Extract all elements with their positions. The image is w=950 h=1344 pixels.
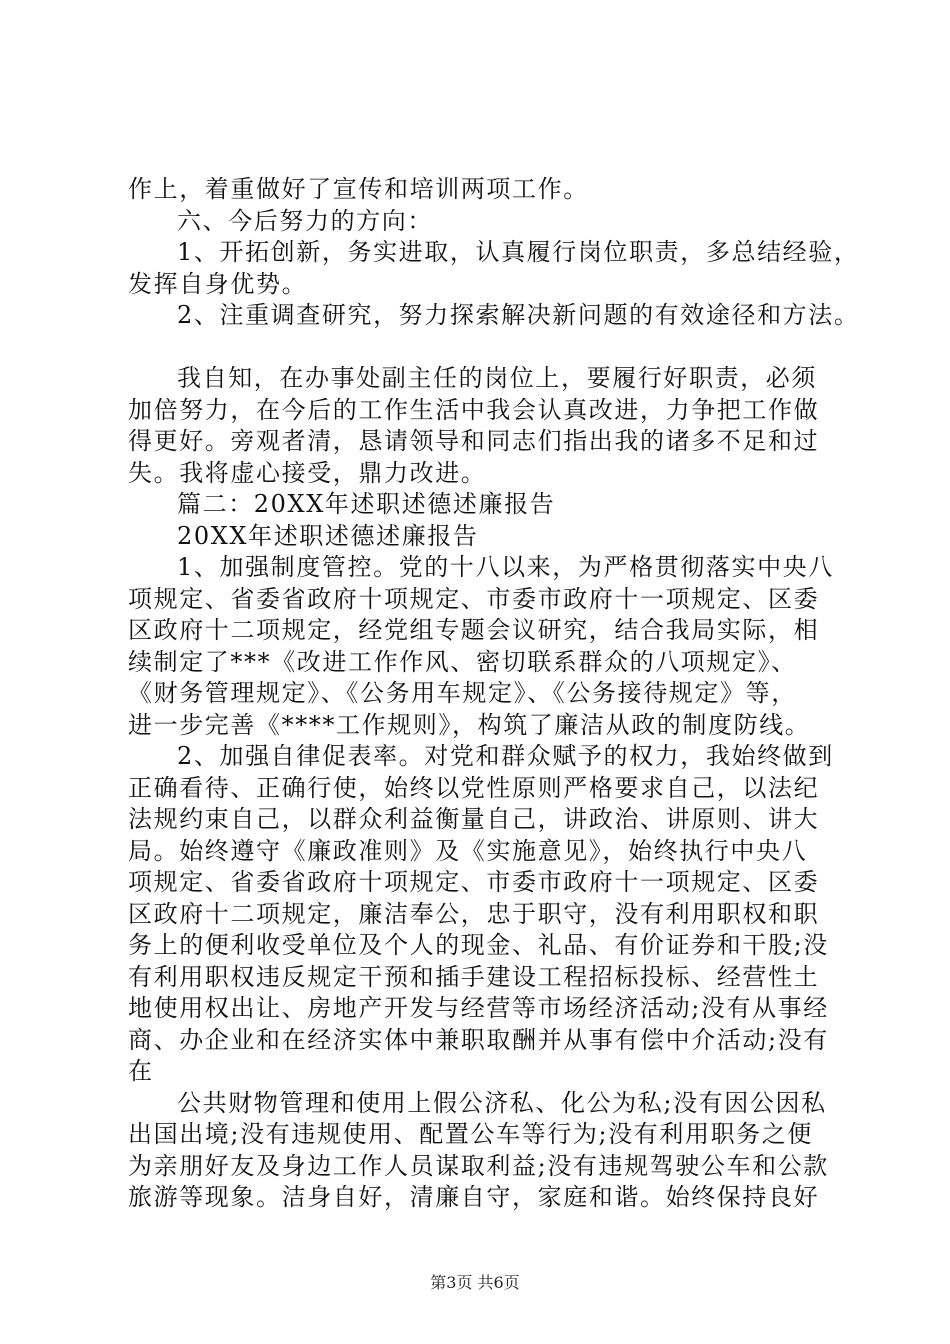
blank-line — [128, 332, 828, 364]
text-line: 失。我将虚心接受，鼎力改进。 — [128, 458, 487, 487]
text-line: 续制定了***《改进工作作风、密切联系群众的八项规定》、 — [128, 647, 797, 676]
text-line: 法规约束自己，以群众利益衡量自己，讲政治、讲原则、讲大 — [128, 805, 820, 833]
text-line: 我自知，在办事处副主任的岗位上，要履行好职责，必须 — [177, 364, 817, 392]
document-body — [128, 174, 860, 1214]
text-line: 项规定、省委省政府十项规定、市委市政府十一项规定、区委 — [128, 868, 820, 896]
text-line: 在 — [128, 1057, 154, 1085]
text-line: 项规定、省委省政府十项规定、市委市政府十一项规定、区委 — [128, 584, 820, 613]
section-heading: 篇二：20XX年述职述德述廉报告 — [177, 490, 556, 518]
text-line: 区政府十二项规定，廉洁奉公，忠于职守，没有利用职权和职 — [128, 899, 820, 928]
text-line: 2、加强自律促表率。对党和群众赋予的权力，我始终做到 — [177, 742, 834, 770]
text-line: 旅游等现象。洁身自好，清廉自守，家庭和谐。始终保持良好 — [128, 1183, 820, 1211]
text-line: 1、开拓创新，务实进取，认真履行岗位职责，多总结经验， — [177, 238, 860, 266]
text-line: 《财务管理规定》、《公务用车规定》、《公务接待规定》等， — [128, 679, 797, 707]
text-line: 局。始终遵守《廉政准则》及《实施意见》，始终执行中央八 — [128, 836, 808, 865]
text-line: 区政府十二项规定，经党组专题会议研究，结合我局实际，相 — [128, 616, 820, 644]
text-line: 公共财物管理和使用上假公济私、化公为私;没有因公因私 — [177, 1088, 827, 1117]
text-line: 加倍努力，在今后的工作生活中我会认真改进，力争把工作做 — [128, 395, 820, 424]
text-line: 六、今后努力的方向： — [177, 206, 433, 235]
text-line: 为亲朋好友及身边工作人员谋取利益;没有违规驾驶公车和公款 — [128, 1151, 829, 1180]
text-line: 有利用职权违反规定干预和插手建设工程招标投标、经营性土 — [128, 962, 820, 991]
report-title: 20XX年述职述德述廉报告 — [177, 521, 479, 550]
text-line: 1、加强制度管控。党的十八以来，为严格贯彻落实中央八 — [177, 553, 834, 581]
text-line: 发挥自身优势。 — [128, 269, 308, 298]
text-line: 地使用权出让、房地产开发与经营等市场经济活动;没有从事经 — [128, 994, 829, 1022]
text-line: 进一步完善《****工作规则》，构筑了廉洁从政的制度防线。 — [128, 710, 811, 739]
text-line: 作上，着重做好了宣传和培训两项工作。 — [128, 175, 589, 203]
text-line: 出国出境;没有违规使用、配置公车等行为;没有利用职务之便 — [128, 1120, 813, 1148]
text-line: 得更好。旁观者清，恳请领导和同志们指出我的诸多不足和过 — [128, 427, 820, 455]
text-line: 2、注重调查研究，努力探索解决新问题的有效途径和方法。 — [177, 301, 860, 329]
text-line: 正确看待、正确行使，始终以党性原则严格要求自己，以法纪 — [128, 773, 820, 802]
page-number-footer: 第3页 共6页 — [430, 1273, 520, 1292]
text-line: 务上的便利收受单位及个人的现金、礼品、有价证券和干股;没 — [128, 931, 829, 959]
text-line: 商、办企业和在经济实体中兼职取酬并从事有偿中介活动;没有 — [128, 1025, 829, 1054]
